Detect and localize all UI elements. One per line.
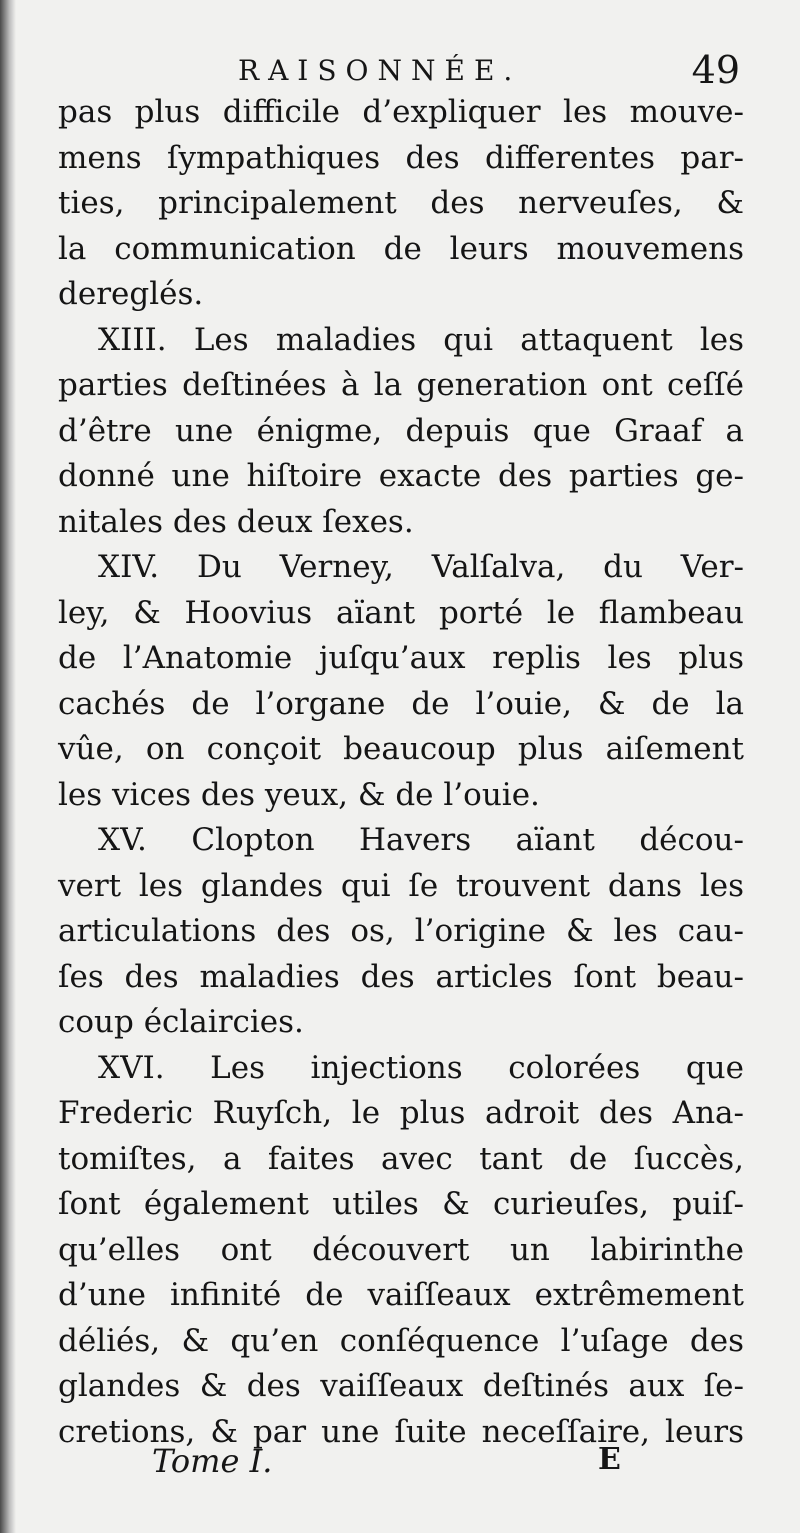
text-line: coup éclaircies.: [58, 1004, 304, 1040]
text-line: cachés de l’organe de l’ouie, & de la: [58, 685, 744, 722]
text-line: donné une hiſtoire exacte des parties ge-: [58, 458, 744, 494]
text-line: ties, principalement des nerveuſes, &: [58, 185, 744, 221]
text-line: XV. Clopton Havers aïant décou-: [98, 822, 744, 858]
gutter-shadow: [0, 0, 16, 1533]
text-line: Frederic Ruyſch, le plus adroit des Ana-: [58, 1095, 744, 1131]
text-line: XIII. Les maladies qui attaquent les: [98, 321, 744, 358]
text-line: ley, & Hoovius aïant porté le flambeau: [58, 594, 744, 631]
text-line: de l’Anatomie juſqu’aux replis les plus: [58, 640, 744, 676]
text-line: la communication de leurs mouvemens: [58, 230, 744, 267]
text-line: ſont également utiles & curieuſes, puiſ-: [58, 1186, 744, 1222]
page-footer: [152, 1442, 632, 1492]
text-line: vert les glandes qui ſe trouvent dans les: [58, 867, 744, 904]
text-line: parties deſtinées à la generation ont ceſſé: [58, 367, 744, 403]
text-line: d’être une énigme, depuis que Graaf a: [58, 412, 744, 449]
running-head: RAISONNÉE.: [238, 54, 522, 87]
body-text: [58, 90, 744, 1455]
page-number: 49: [691, 48, 740, 92]
text-line: déliés, & qu’en conſéquence l’uſage des: [58, 1322, 744, 1359]
text-line: tomiſtes, a faites avec tant de ſuccès,: [58, 1140, 744, 1177]
text-line: glandes & des vaiſſeaux deſtinés aux ſe-: [58, 1368, 744, 1404]
text-line: les vices des yeux, & de l’ouie.: [58, 776, 540, 813]
text-line: articulations des os, l’origine & les cau-: [58, 913, 744, 949]
volume-label: Tome I.: [152, 1442, 273, 1480]
text-line: cretions, & par une ſuite neceſſaire, leurs: [58, 1413, 744, 1450]
text-line: XIV. Du Verney, Valſalva, du Ver-: [98, 549, 744, 585]
text-line: qu’elles ont découvert un labirinthe: [58, 1231, 744, 1268]
text-line: dereglés.: [58, 276, 204, 312]
text-line: d’une infinité de vaiſſeaux extrêmement: [58, 1277, 744, 1313]
text-line: vûe, on conçoit beaucoup plus aiſement: [58, 731, 744, 767]
text-line: nitales des deux ſexes.: [58, 503, 414, 540]
text-line: pas plus difficile d’expliquer les mouve-: [58, 94, 744, 130]
signature-mark: E: [598, 1442, 621, 1477]
text-line: XVI. Les injections colorées que: [98, 1049, 744, 1086]
text-line: mens ſympathiques des differentes par-: [58, 139, 744, 176]
text-line: ſes des maladies des articles ſont beau-: [58, 958, 744, 995]
